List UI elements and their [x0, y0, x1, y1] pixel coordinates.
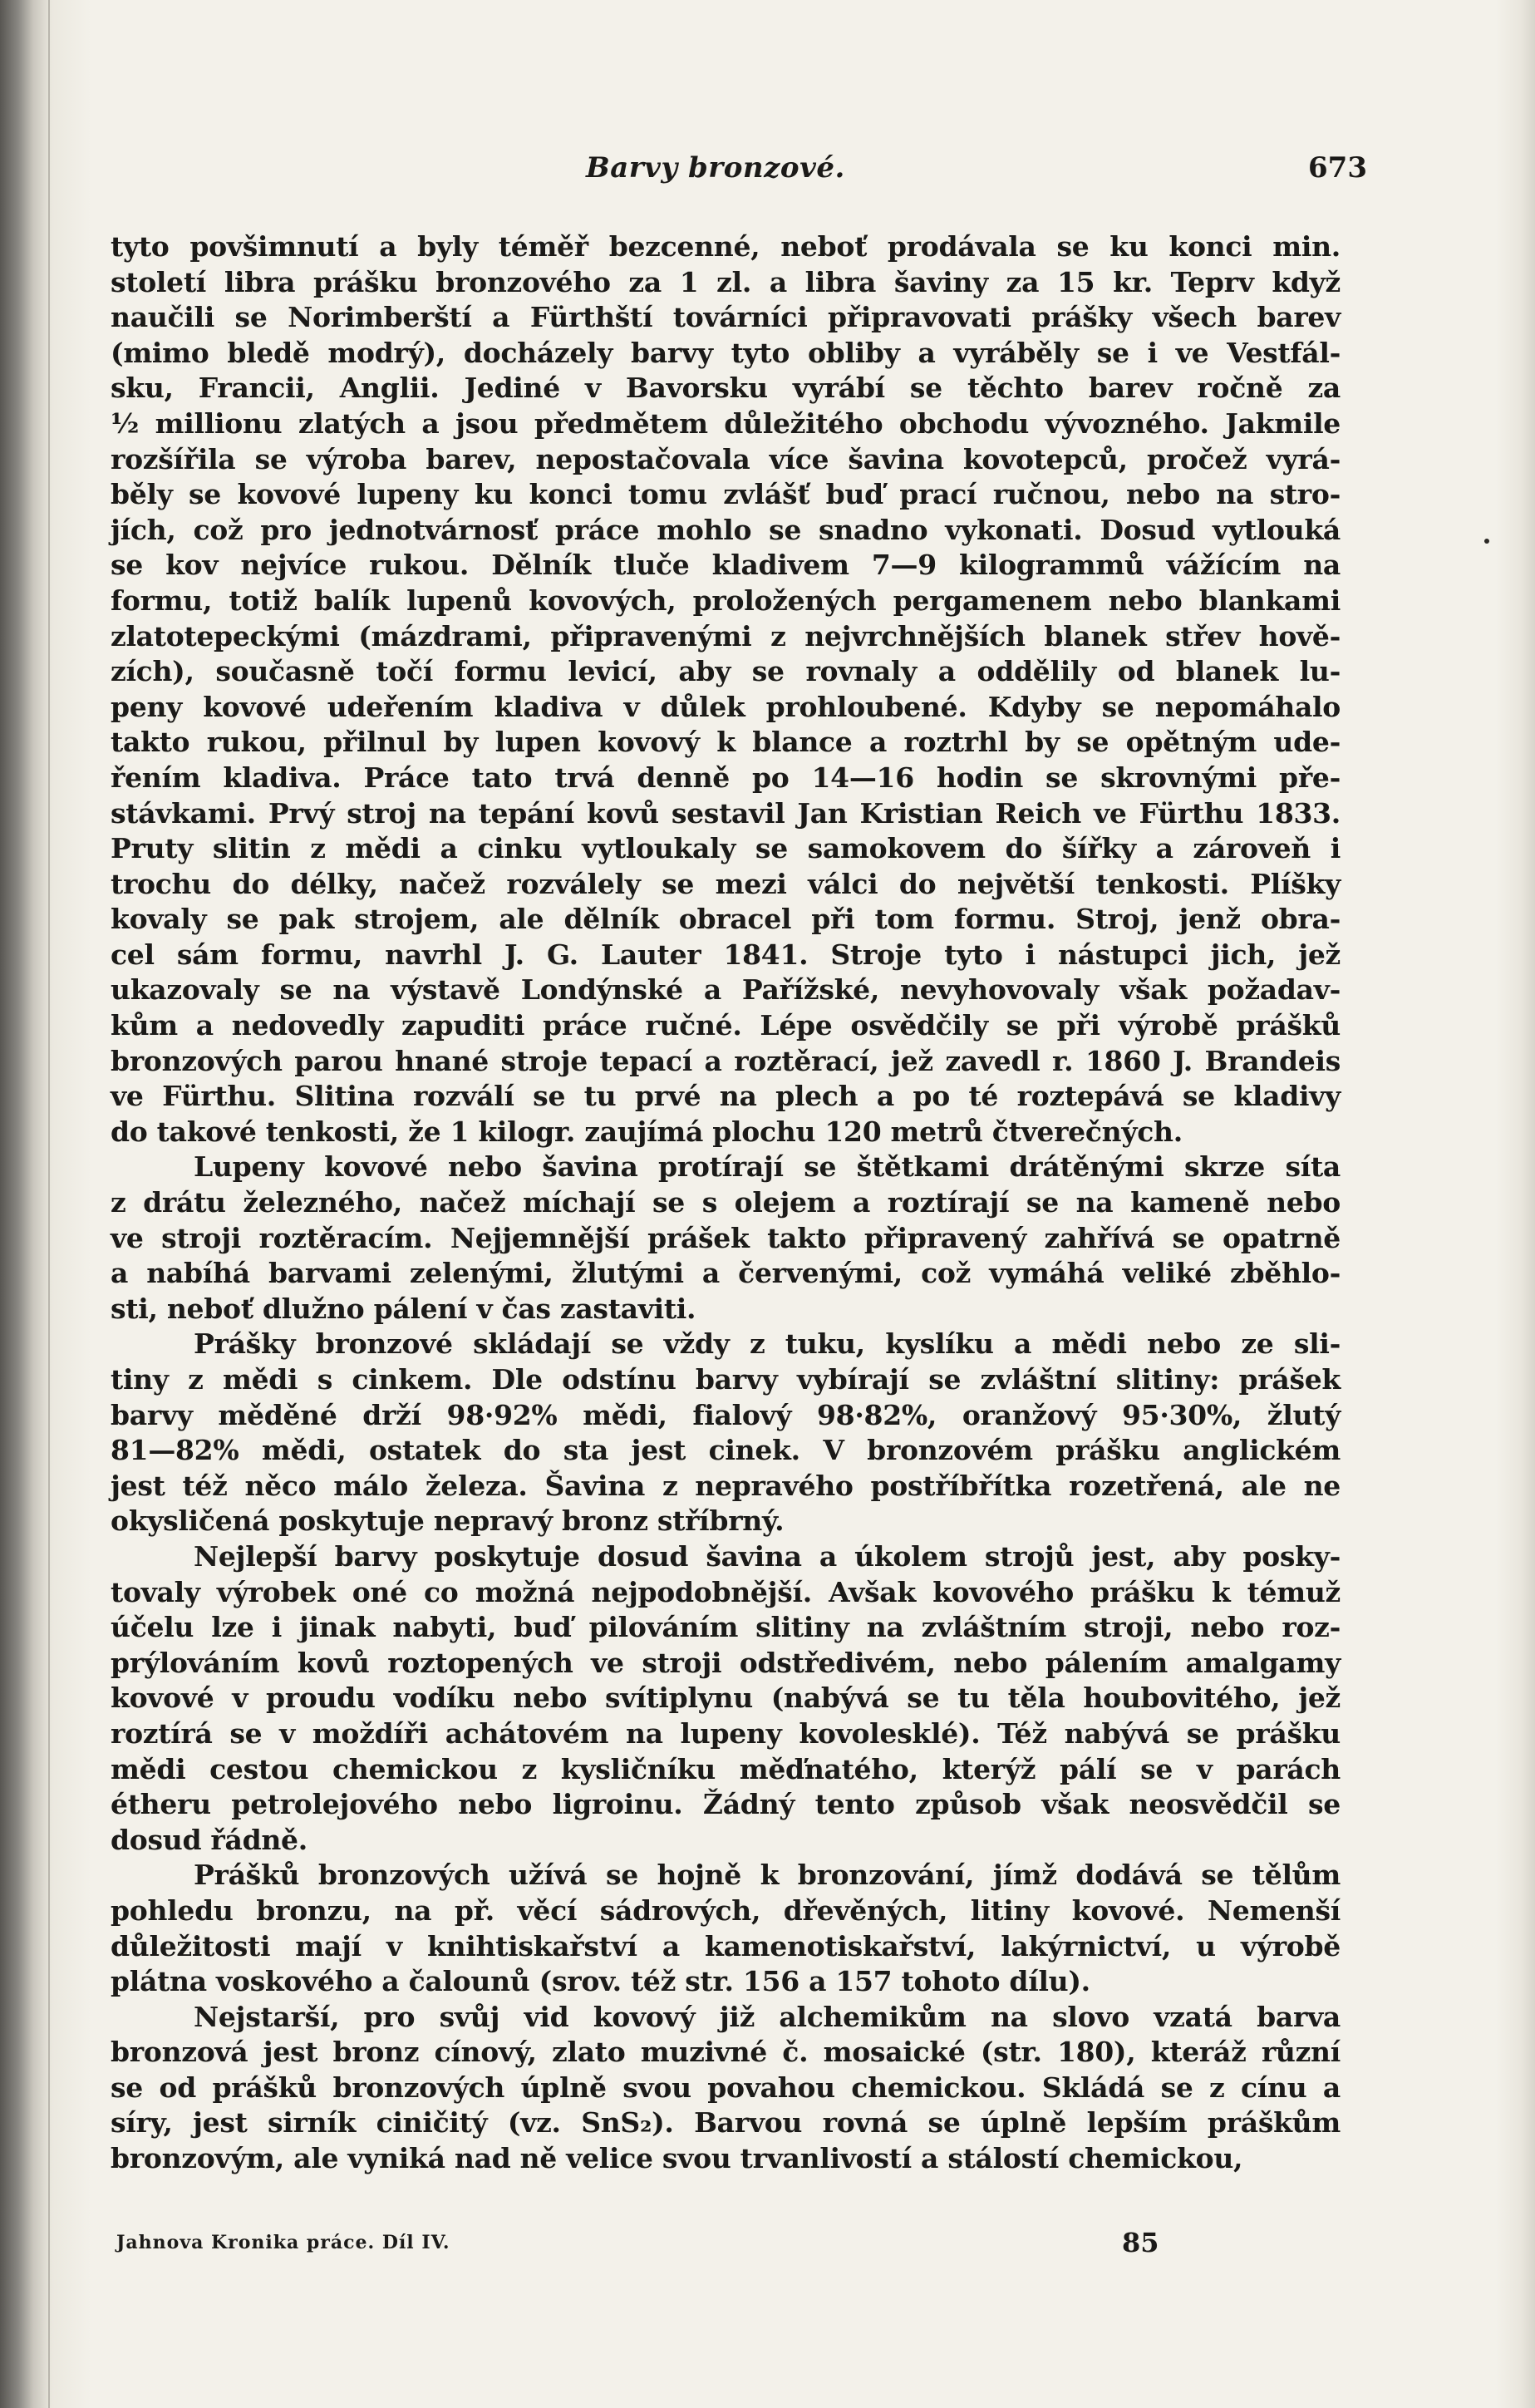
text-line: prýlováním kovů roztopených ve stroji odstředivém, nebo pálením amalgamy: [111, 1646, 1341, 1679]
text-line: Prášků bronzových užívá se hojně k bronzování, jímž dodává se tělům: [194, 1859, 1341, 1892]
text-line: účelu lze i jinak nabyti, buď pilováním slitiny na zvláštním stroji, nebo roz-: [111, 1611, 1341, 1644]
text-line: běly se kovové lupeny ku konci tomu zvlášť buď prací ručnou, nebo na stro-: [111, 478, 1341, 511]
text-line: trochu do délky, načež rozválely se mezi válci do největší tenkosti. Plíšky: [111, 867, 1341, 900]
text-line: síry, jest sirník ciničitý (vz. SnS₂). Barvou rovná se úplně lepším práškům: [111, 2106, 1341, 2140]
footer-source-title: Jahnova Kronika práce. Díl IV.: [116, 2232, 450, 2253]
text-line: Nejlepší barvy poskytuje dosud šavina a úkolem strojů jest, aby posky-: [194, 1539, 1341, 1573]
text-line: zlatotepeckými (mázdrami, připravenými z nejvrchnějších blanek střev hově-: [111, 619, 1341, 652]
text-line: jest též něco málo železa. Šavina z nepravého postříbřítka rozetřená, ale ne: [111, 1469, 1341, 1502]
text-line: se kov nejvíce rukou. Dělník tluče kladivem 7—9 kilogrammů vážícím na: [111, 549, 1341, 582]
text-line: bronzovým, ale vyniká nad ně velice svou trvanlivostí a stálostí chemickou,: [111, 2142, 1243, 2175]
text-line: 81—82% mědi, ostatek do sta jest cinek. V bronzovém prášku anglickém: [111, 1434, 1341, 1467]
text-line: bronzových parou hnané stroje tepací a roztěrací, jež zavedl r. 1860 J. Brandeis: [111, 1044, 1341, 1077]
text-line: barvy měděné drží 98·92% mědi, fialový 98·82%, oranžový 95·30%, žlutý: [111, 1398, 1341, 1431]
page-footer: [116, 2227, 1346, 2265]
margin-speck: [1484, 539, 1489, 544]
text-line: takto rukou, přilnul by lupen kovový k blance a roztrhl by se opětným ude-: [111, 726, 1341, 759]
text-line: roztírá se v moždíři achátovém na lupeny kovolesklé). Též nabývá se prášku: [111, 1716, 1341, 1750]
text-line: ve Fürthu. Slitina rozválí se tu prvé na plech a po té roztepává se kladivy: [111, 1080, 1341, 1113]
footer-sheet-number: 85: [1122, 2227, 1159, 2258]
text-line: Lupeny kovové nebo šavina protírají se štětkami drátěnými skrze síta: [194, 1150, 1341, 1184]
text-line: rozšířila se výroba barev, nepostačovala více šavina kovotepců, pročež vyrá-: [111, 442, 1341, 475]
running-title: Barvy bronzové.: [586, 151, 845, 185]
text-line: ukazovaly se na výstavě Londýnské a Pařížské, nevyhovovaly však požadav-: [111, 973, 1341, 1007]
text-line: Nejstarší, pro svůj vid kovový již alchemikům na slovo vzatá barva: [194, 2000, 1341, 2033]
text-line: tyto povšimnutí a byly téměř bezcenné, neboť prodávala se ku konci min.: [111, 230, 1341, 263]
text-line: formu, totiž balík lupenů kovových, proložených pergamenem nebo blankami: [111, 584, 1341, 617]
text-line: Prášky bronzové skládají se vždy z tuku, kyslíku a mědi nebo ze sli-: [194, 1327, 1341, 1361]
text-line: ve stroji roztěracím. Nejjemnější prášek takto připravený zahřívá se opatrně: [111, 1221, 1341, 1254]
text-line: okysličená poskytuje nepravý bronz stříbrný.: [111, 1504, 785, 1538]
text-line: z drátu železného, načež míchají se s olejem a roztírají se na kameně nebo: [111, 1186, 1341, 1219]
text-line: sku, Francii, Anglii. Jediné v Bavorsku vyrábí se těchto barev ročně za: [111, 372, 1341, 405]
text-line: Pruty slitin z mědi a cinku vytloukaly se samokovem do šířky a zároveň i: [111, 832, 1341, 865]
text-line: kovové v proudu vodíku nebo svítiplynu (nabývá se tu těla houbovitého, jež: [111, 1682, 1341, 1715]
book-page: [96, 0, 1367, 2408]
text-line: naučili se Norimberští a Fürthští továrníci připravovati prášky všech barev: [111, 301, 1341, 334]
text-line: důležitosti mají v knihtiskařství a kamenotiskařství, lakýrnictví, u výrobě: [111, 1929, 1341, 1962]
page-number: 673: [1308, 151, 1367, 185]
text-line: kovaly se pak strojem, ale dělník obracel při tom formu. Stroj, jenž obra-: [111, 903, 1341, 936]
text-line: cel sám formu, navrhl J. G. Lauter 1841. Stroje tyto i nástupci jich, jež: [111, 938, 1341, 971]
text-line: peny kovové udeřením kladiva v důlek prohloubené. Kdyby se nepomáhalo: [111, 690, 1341, 723]
text-line: sti, neboť dlužno pálení v čas zastaviti.: [111, 1292, 696, 1325]
body-text: [111, 229, 1341, 2177]
paragraph: [111, 1858, 1341, 1999]
paragraph: [111, 229, 1341, 1150]
text-line: jích, což pro jednotvárnosť práce mohlo se snadno vykonati. Dosud vytlouká: [111, 513, 1341, 546]
text-line: étheru petrolejového nebo ligroinu. Žádný tento způsob však neosvědčil se: [111, 1788, 1341, 1821]
text-line: století libra prášku bronzového za 1 zl. a libra šaviny za 15 kr. Teprv když: [111, 265, 1341, 298]
paragraph: [111, 1539, 1341, 1858]
text-line: zích), současně točí formu levicí, aby se rovnaly a oddělily od blanek lu-: [111, 655, 1341, 688]
text-line: pohledu bronzu, na př. věcí sádrových, dřevěných, litiny kovové. Nemenší: [111, 1893, 1341, 1927]
text-line: bronzová jest bronz cínový, zlato muzivné č. mosaické (str. 180), kteráž různí: [111, 2036, 1341, 2069]
text-line: stávkami. Prvý stroj na tepání kovů sestavil Jan Kristian Reich ve Fürthu 1833.: [111, 796, 1341, 830]
book-gutter-line: [48, 0, 50, 2408]
text-line: kům a nedovedly zapuditi práce ručné. Lépe osvědčily se při výrobě prášků: [111, 1009, 1341, 1042]
paragraph: [111, 2000, 1341, 2177]
text-line: plátna voskového a čalounů (srov. též str. 156 a 157 tohoto dílu).: [111, 1965, 1090, 1998]
text-line: dosud řádně.: [111, 1823, 307, 1856]
text-line: tiny z mědi s cinkem. Dle odstínu barvy vybírají se zvláštní slitiny: prášek: [111, 1363, 1341, 1396]
text-line: tovaly výrobek oné co možná nejpodobnější. Avšak kovového prášku k témuž: [111, 1575, 1341, 1608]
text-line: řením kladiva. Práce tato trvá denně po 14—16 hodin se skrovnými pře-: [111, 761, 1341, 794]
text-line: do takové tenkosti, že 1 kilogr. zaujímá plochu 120 metrů čtverečných.: [111, 1115, 1183, 1148]
text-line: a nabíhá barvami zelenými, žlutými a červenými, což vymáhá veliké zběhlo-: [111, 1257, 1341, 1290]
text-line: se od prášků bronzových úplně svou povahou chemickou. Skládá se z cínu a: [111, 2071, 1341, 2104]
text-line: (mimo bledě modrý), docházely barvy tyto obliby a vyráběly se i ve Vestfál-: [111, 336, 1341, 369]
text-line: ½ millionu zlatých a jsou předmětem důležitého obchodu vývozného. Jakmile: [111, 406, 1341, 440]
text-line: mědi cestou chemickou z kysličníku měďnatého, kterýž pálí se v parách: [111, 1752, 1341, 1785]
paragraph: [111, 1327, 1341, 1539]
running-header: [96, 151, 1367, 201]
paragraph: [111, 1150, 1341, 1327]
